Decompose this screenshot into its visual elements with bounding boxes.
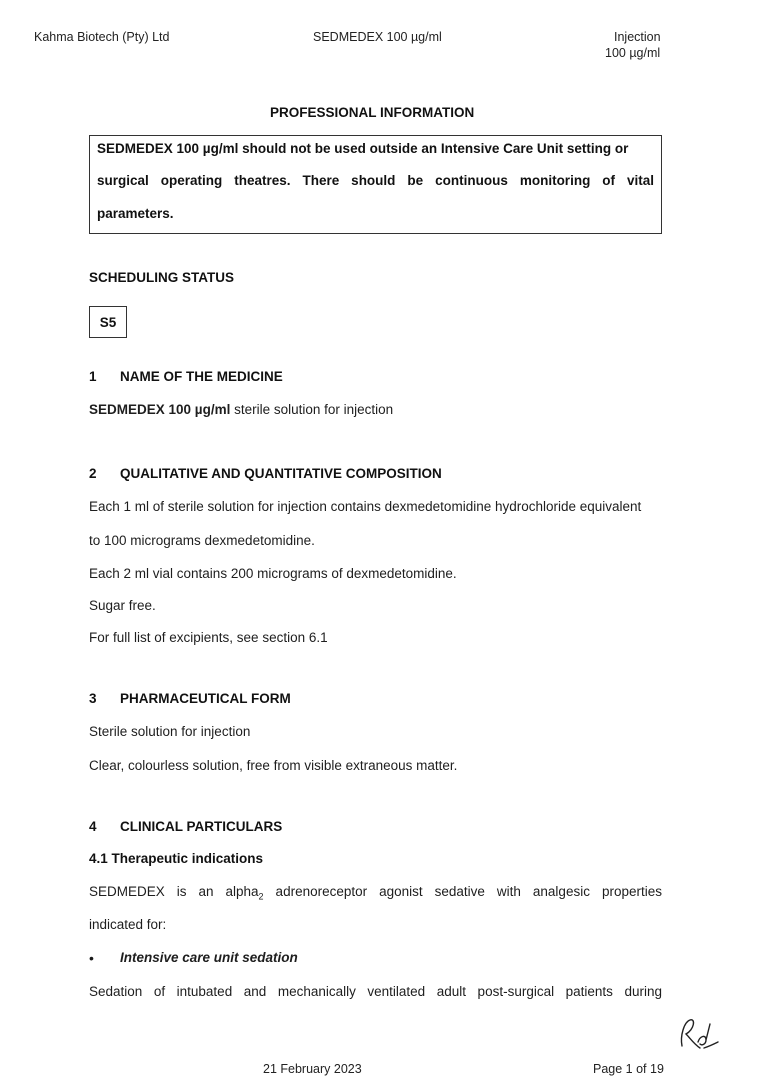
scheduling-badge: S5 (89, 306, 127, 338)
bullet-icu-sedation: Intensive care unit sedation (120, 950, 298, 965)
header-strength: 100 µg/ml (605, 46, 661, 60)
composition-line-5: For full list of excipients, see section 6.1 (89, 630, 328, 645)
medicine-name-rest: sterile solution for injection (230, 402, 394, 417)
section-3-title: PHARMACEUTICAL FORM (120, 691, 291, 706)
section-2-title: QUALITATIVE AND QUANTITATIVE COMPOSITION (120, 466, 442, 481)
indications-line-1 (89, 884, 662, 902)
composition-line-3: Each 2 ml vial contains 200 micrograms of dexmedetomidine. (89, 566, 457, 581)
medicine-name-bold: SEDMEDEX 100 µg/ml (89, 402, 231, 417)
indications-line-2: indicated for: (89, 917, 167, 932)
indications-text-b: adrenoreceptor agonist sedative with analgesic properties (263, 884, 662, 899)
composition-line-4: Sugar free. (89, 598, 156, 613)
subsection-4-1-title: 4.1 Therapeutic indications (89, 851, 264, 866)
indications-text-a: SEDMEDEX is an alpha (89, 884, 259, 899)
form-line-1: Sterile solution for injection (89, 724, 251, 739)
footer-page-number: Page 1 of 19 (593, 1062, 664, 1076)
warning-line-3: parameters. (97, 206, 174, 221)
section-4-number: 4 (89, 819, 97, 834)
header-form: Injection (614, 30, 661, 44)
warning-line-1: SEDMEDEX 100 µg/ml should not be used outside an Intensive Care Unit setting or (97, 141, 629, 156)
page-title: PROFESSIONAL INFORMATION (270, 105, 475, 120)
section-2-number: 2 (89, 466, 97, 481)
scheduling-heading: SCHEDULING STATUS (89, 270, 234, 285)
section-4-title: CLINICAL PARTICULARS (120, 819, 283, 834)
composition-line-1: Each 1 ml of sterile solution for injection contains dexmedetomidine hydrochloride equivalent (89, 499, 642, 514)
warning-line-2: surgical operating theatres. There should be continuous monitoring of vital (97, 173, 654, 188)
footer-date: 21 February 2023 (263, 1062, 362, 1076)
section-3-number: 3 (89, 691, 97, 706)
bullet-icon: • (89, 950, 94, 966)
section-1-number: 1 (89, 369, 97, 384)
section-1-title: NAME OF THE MEDICINE (120, 369, 283, 384)
composition-line-2: to 100 micrograms dexmedetomidine. (89, 533, 315, 548)
indications-last-line: Sedation of intubated and mechanically ventilated adult post-surgical patients during (89, 984, 662, 999)
signature-icon (670, 1008, 720, 1058)
medicine-name (89, 402, 393, 417)
alpha-subscript: 2 (258, 891, 264, 902)
warning-box (89, 135, 662, 234)
form-line-2: Clear, colourless solution, free from visible extraneous matter. (89, 758, 458, 773)
header-company: Kahma Biotech (Pty) Ltd (34, 30, 170, 44)
header-product: SEDMEDEX 100 µg/ml (313, 30, 442, 44)
